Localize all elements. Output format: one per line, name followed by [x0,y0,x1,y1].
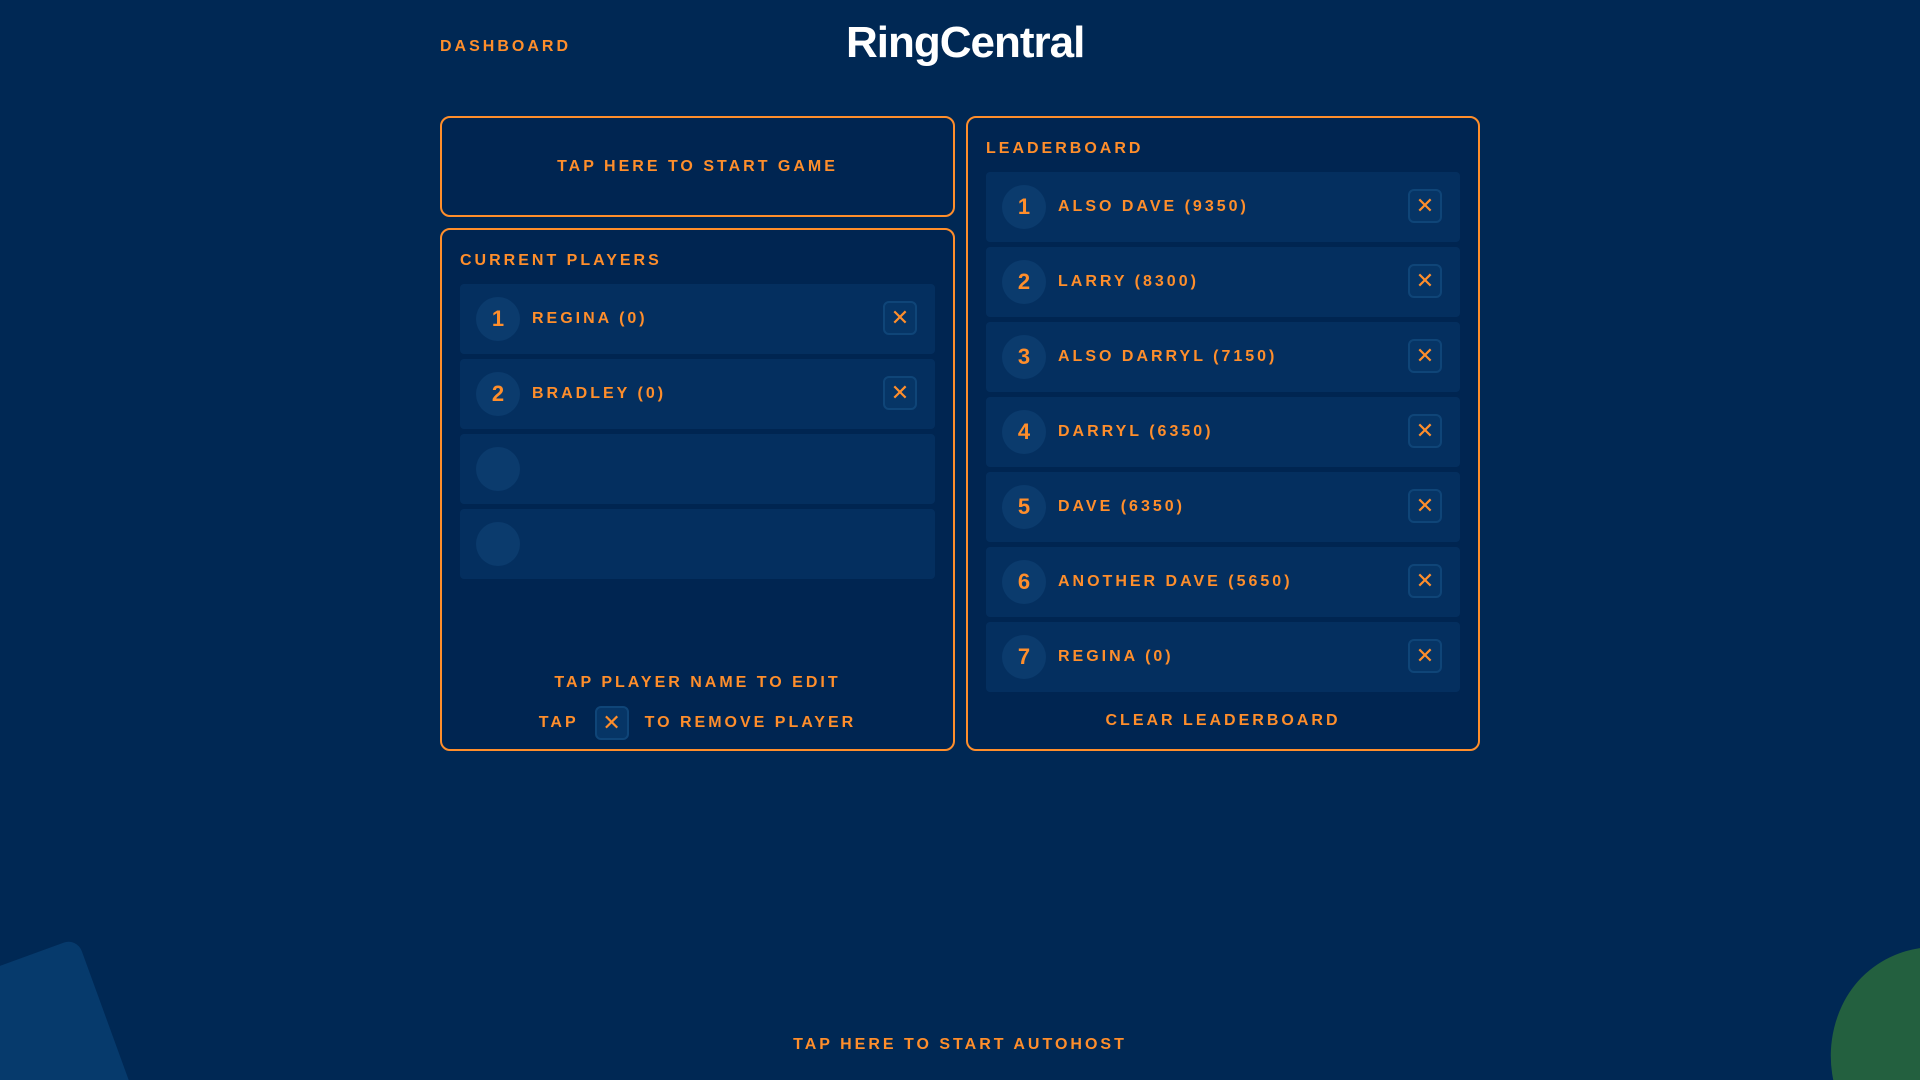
logo-text: RingCentral [846,18,1085,67]
dashboard-link[interactable]: DASHBOARD [440,38,571,55]
start-game-button[interactable] [440,116,955,217]
remove-entry-button[interactable] [1408,414,1442,448]
current-players-panel [440,228,955,751]
close-icon: ✕ [1415,418,1435,443]
leaderboard-row [986,622,1460,692]
leaderboard-row [986,172,1460,242]
player-name[interactable]: REGINA (0) [532,310,648,327]
close-icon: ✕ [1415,268,1435,293]
remove-player-button[interactable] [883,376,917,410]
remove-instruction-prefix: TAP [538,714,579,731]
player-instructions [442,674,953,740]
remove-entry-button[interactable] [1408,264,1442,298]
player-rank: 2 [476,372,520,416]
leaderboard-name: DAVE (6350) [1058,498,1185,515]
leaderboard-name: DARRYL (6350) [1058,423,1214,440]
decorative-shape-right [1792,914,1920,1080]
leaderboard-rank: 6 [1002,560,1046,604]
leaderboard-name: ANOTHER DAVE (5650) [1058,573,1293,590]
remove-player-button[interactable] [883,301,917,335]
leaderboard-panel [966,116,1480,751]
leaderboard-list [986,172,1460,697]
start-autohost-button[interactable]: TAP HERE TO START AUTOHOST [793,1036,1127,1053]
leaderboard-row [986,547,1460,617]
close-icon: ✕ [890,380,910,405]
decorative-shape-left [0,938,152,1080]
empty-rank-circle [476,522,520,566]
player-rank: 1 [476,297,520,341]
close-icon: ✕ [1415,343,1435,368]
close-icon: ✕ [1415,568,1435,593]
leaderboard-rank: 1 [1002,185,1046,229]
leaderboard-row [986,397,1460,467]
empty-rank-circle [476,447,520,491]
close-icon: ✕ [1415,493,1435,518]
empty-player-slot [460,434,935,504]
remove-entry-button[interactable] [1408,189,1442,223]
start-game-label: TAP HERE TO START GAME [557,157,838,175]
remove-entry-button[interactable] [1408,489,1442,523]
empty-player-slot [460,509,935,579]
leaderboard-name: LARRY (8300) [1058,273,1199,290]
close-icon: ✕ [595,706,629,740]
remove-entry-button[interactable] [1408,564,1442,598]
leaderboard-title: LEADERBOARD [986,140,1144,157]
close-icon: ✕ [890,305,910,330]
leaderboard-name: REGINA (0) [1058,648,1174,665]
leaderboard-rank: 7 [1002,635,1046,679]
current-players-title: CURRENT PLAYERS [460,252,662,269]
leaderboard-row [986,247,1460,317]
close-icon: ✕ [1415,193,1435,218]
players-list [460,284,935,584]
ringcentral-logo [846,18,1084,68]
leaderboard-row [986,322,1460,392]
player-row [460,284,935,354]
edit-instruction: TAP PLAYER NAME TO EDIT [554,674,841,691]
remove-instruction [442,706,953,740]
leaderboard-rank: 4 [1002,410,1046,454]
player-name[interactable]: BRADLEY (0) [532,385,667,402]
remove-entry-button[interactable] [1408,639,1442,673]
leaderboard-rank: 5 [1002,485,1046,529]
remove-entry-button[interactable] [1408,339,1442,373]
leaderboard-rank: 2 [1002,260,1046,304]
remove-instruction-suffix: TO REMOVE PLAYER [644,714,857,731]
leaderboard-rank: 3 [1002,335,1046,379]
clear-leaderboard-button[interactable]: CLEAR LEADERBOARD [1105,712,1341,729]
player-row [460,359,935,429]
leaderboard-name: ALSO DAVE (9350) [1058,198,1249,215]
leaderboard-row [986,472,1460,542]
leaderboard-name: ALSO DARRYL (7150) [1058,348,1278,365]
close-icon: ✕ [1415,643,1435,668]
